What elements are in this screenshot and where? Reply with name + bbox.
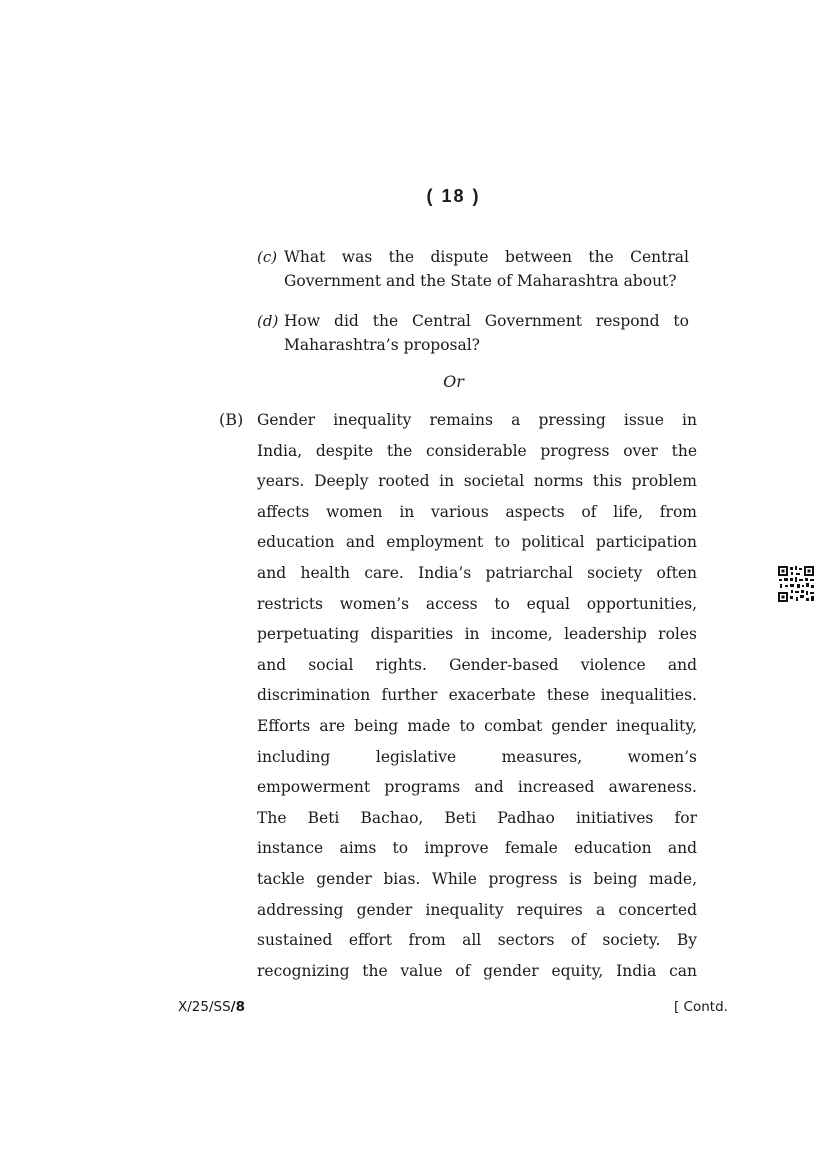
question-c [257, 245, 689, 293]
question-d-line-2: Maharashtra’s proposal? [284, 336, 480, 354]
passage-line: discrimination further exacerbate these inequalities. [257, 686, 697, 705]
section-b-passage [257, 405, 697, 986]
passage-line: perpetuating disparities in income, leadership roles [257, 625, 697, 644]
question-d [257, 309, 689, 357]
passage-line: Gender inequality remains a pressing issue in [257, 411, 697, 429]
qr-code-icon [777, 565, 815, 603]
passage-line: addressing gender inequality requires a concerted [257, 900, 697, 919]
or-separator: Or [443, 372, 464, 391]
paper-code-suffix: /8 [230, 999, 245, 1015]
passage-line: empowerment programs and increased awareness. [257, 778, 697, 797]
paper-code-prefix: X/25/SS [178, 999, 231, 1015]
passage-line: The Beti Bachao, Beti Padhao initiatives for [257, 808, 697, 827]
question-c-label: (c) [257, 248, 278, 266]
question-d-line-1: How did the Central Government respond to [284, 312, 689, 330]
passage-line: recognizing the value of gender equity, India can [257, 961, 697, 980]
passage-line: sustained effort from all sectors of society. By [257, 931, 697, 950]
passage-line: restricts women’s access to equal opportunities, [257, 594, 697, 613]
passage-line: and health care. India’s patriarchal society often [257, 563, 697, 582]
passage-line: Efforts are being made to combat gender inequality, [257, 716, 697, 735]
passage-line: India, despite the considerable progress over the [257, 441, 697, 460]
continued-marker: [ Contd. [674, 999, 728, 1015]
passage-line: education and employment to political participation [257, 533, 697, 552]
passage-line: years. Deeply rooted in societal norms this problem [257, 472, 697, 491]
question-d-label: (d) [257, 312, 279, 330]
section-b-label: (B) [219, 410, 244, 429]
passage-line: tackle gender bias. While progress is being made, [257, 869, 697, 888]
passage-line: instance aims to improve female education and [257, 839, 697, 858]
question-c-line-1: What was the dispute between the Central [284, 248, 689, 266]
question-c-line-2: Government and the State of Maharashtra about? [284, 272, 677, 290]
passage-line: including legislative measures, women’s [257, 747, 697, 766]
passage-line: and social rights. Gender-based violence and [257, 655, 697, 674]
page-number: ( 18 ) [426, 186, 481, 206]
paper-code [178, 999, 245, 1015]
passage-line: affects women in various aspects of life, from [257, 502, 697, 521]
